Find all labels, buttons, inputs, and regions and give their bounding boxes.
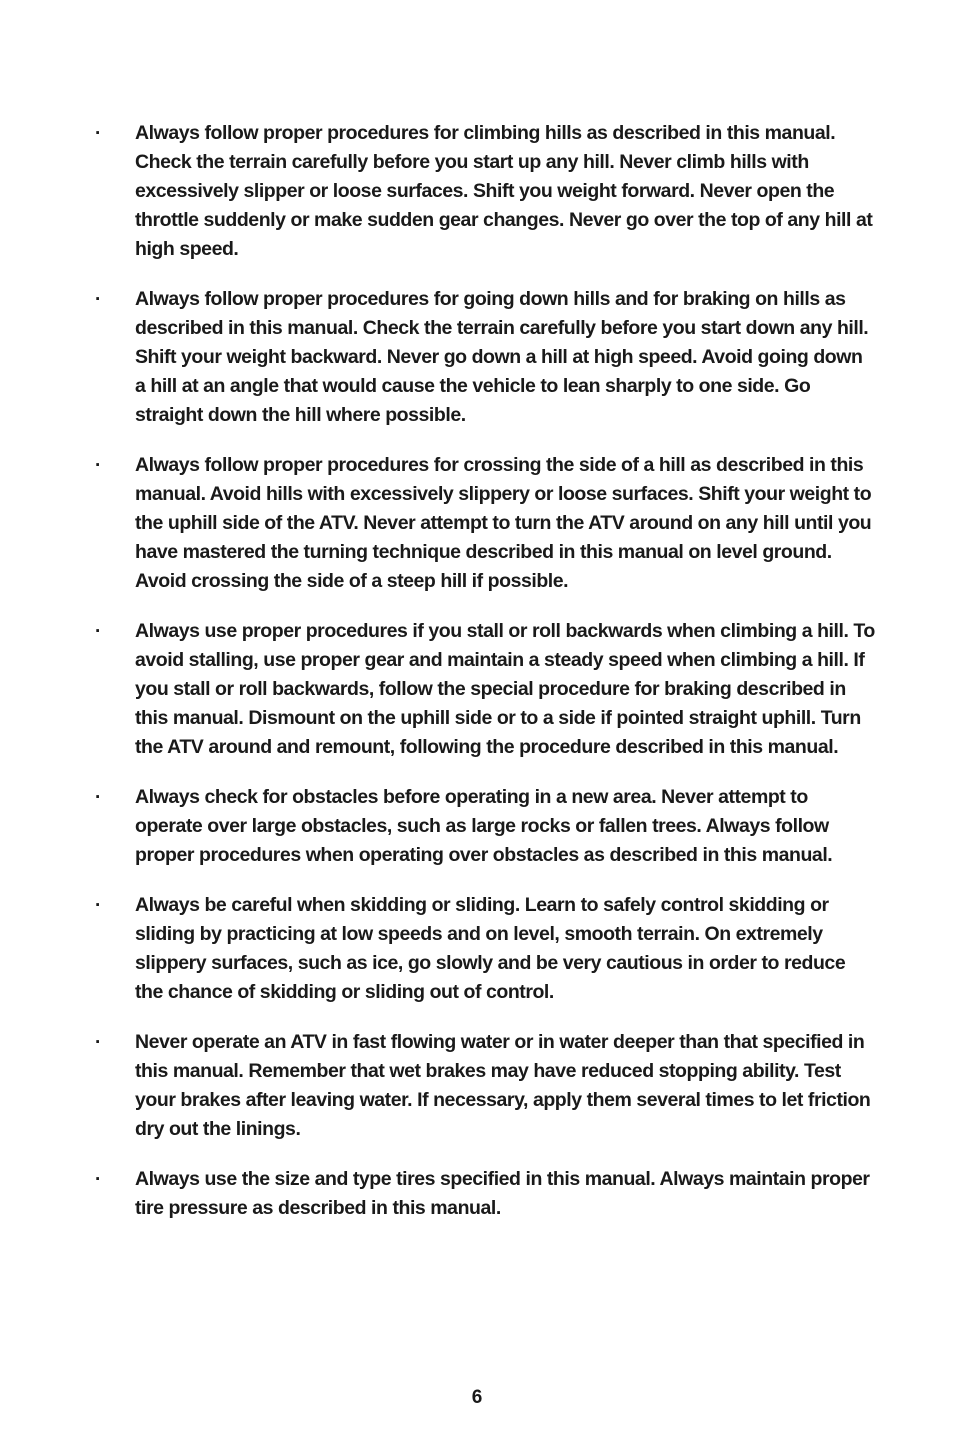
bullet-text: Always use proper procedures if you stall or roll backwards when climbing a hill. To avoid stalling, use proper gear and maintain a steady speed when climbing a hill. If you stall or roll backwards, follow the special procedure for braking described in this manual. Dismount on the uphill side or to a side if pointed straight uphill. Turn the ATV around and remount, following the procedure described in this manual. (135, 620, 875, 758)
bullet-marker: · (95, 621, 102, 642)
bullet-text: Always be careful when skidding or sliding. Learn to safely control skidding or sliding by practicing at low speeds and on level, smooth terrain. On extremely slippery surfaces, such as ice, go slowly and be very cautious in order to reduce the chance of skidding or sliding out of control. (135, 894, 846, 1003)
bullet-text: Always use the size and type tires specified in this manual. Always maintain proper tire pressure as described in this manual. (135, 1168, 870, 1219)
bullet-marker: · (95, 455, 102, 476)
bullet-item-hill-climbing (0, 119, 954, 264)
bullet-item-stall-roll-back (0, 617, 954, 762)
safety-bullet-list (0, 119, 954, 1244)
bullet-marker: · (95, 895, 102, 916)
bullet-item-tires (0, 1165, 954, 1223)
bullet-item-water (0, 1028, 954, 1144)
bullet-marker: · (95, 1169, 102, 1190)
bullet-item-obstacles (0, 783, 954, 870)
bullet-marker: · (95, 289, 102, 310)
bullet-text: Always follow proper procedures for climbing hills as described in this manual. Check the terrain carefully before you start up any hill. Never climb hills with excessively slipper or loose surfaces. Shift you weight forward. Never open the throttle suddenly or make sudden gear changes. Never go over the top of any hill at high speed. (135, 122, 873, 260)
bullet-text: Always check for obstacles before operating in a new area. Never attempt to operate over large obstacles, such as large rocks or fallen trees. Always follow proper procedures when operating over obstacles as described in this manual. (135, 786, 833, 866)
bullet-text: Always follow proper procedures for going down hills and for braking on hills as described in this manual. Check the terrain carefully before you start down any hill. Shift your weight backward. Never go down a hill at high speed. Avoid going down a hill at an angle that would cause the vehicle to lean sharply to one side. Go straight down the hill where possible. (135, 288, 869, 426)
bullet-marker: · (95, 1032, 102, 1053)
bullet-marker: · (95, 123, 102, 144)
bullet-marker: · (95, 787, 102, 808)
bullet-item-skidding (0, 891, 954, 1007)
page-number: 6 (471, 1387, 483, 1408)
bullet-text: Never operate an ATV in fast flowing water or in water deeper than that specified in this manual. Remember that wet brakes may have reduced stopping ability. Test your brakes after leaving water. If necessary, apply them several times to let friction dry out the linings. (135, 1031, 871, 1140)
bullet-item-going-downhill (0, 285, 954, 430)
bullet-item-crossing-hill (0, 451, 954, 596)
bullet-text: Always follow proper procedures for crossing the side of a hill as described in this manual. Avoid hills with excessively slippery or loose surfaces. Shift your weight to the uphill side of the ATV. Never attempt to turn the ATV around on any hill until you have mastered the turning technique described in this manual on level ground. Avoid crossing the side of a steep hill if possible. (135, 454, 872, 592)
